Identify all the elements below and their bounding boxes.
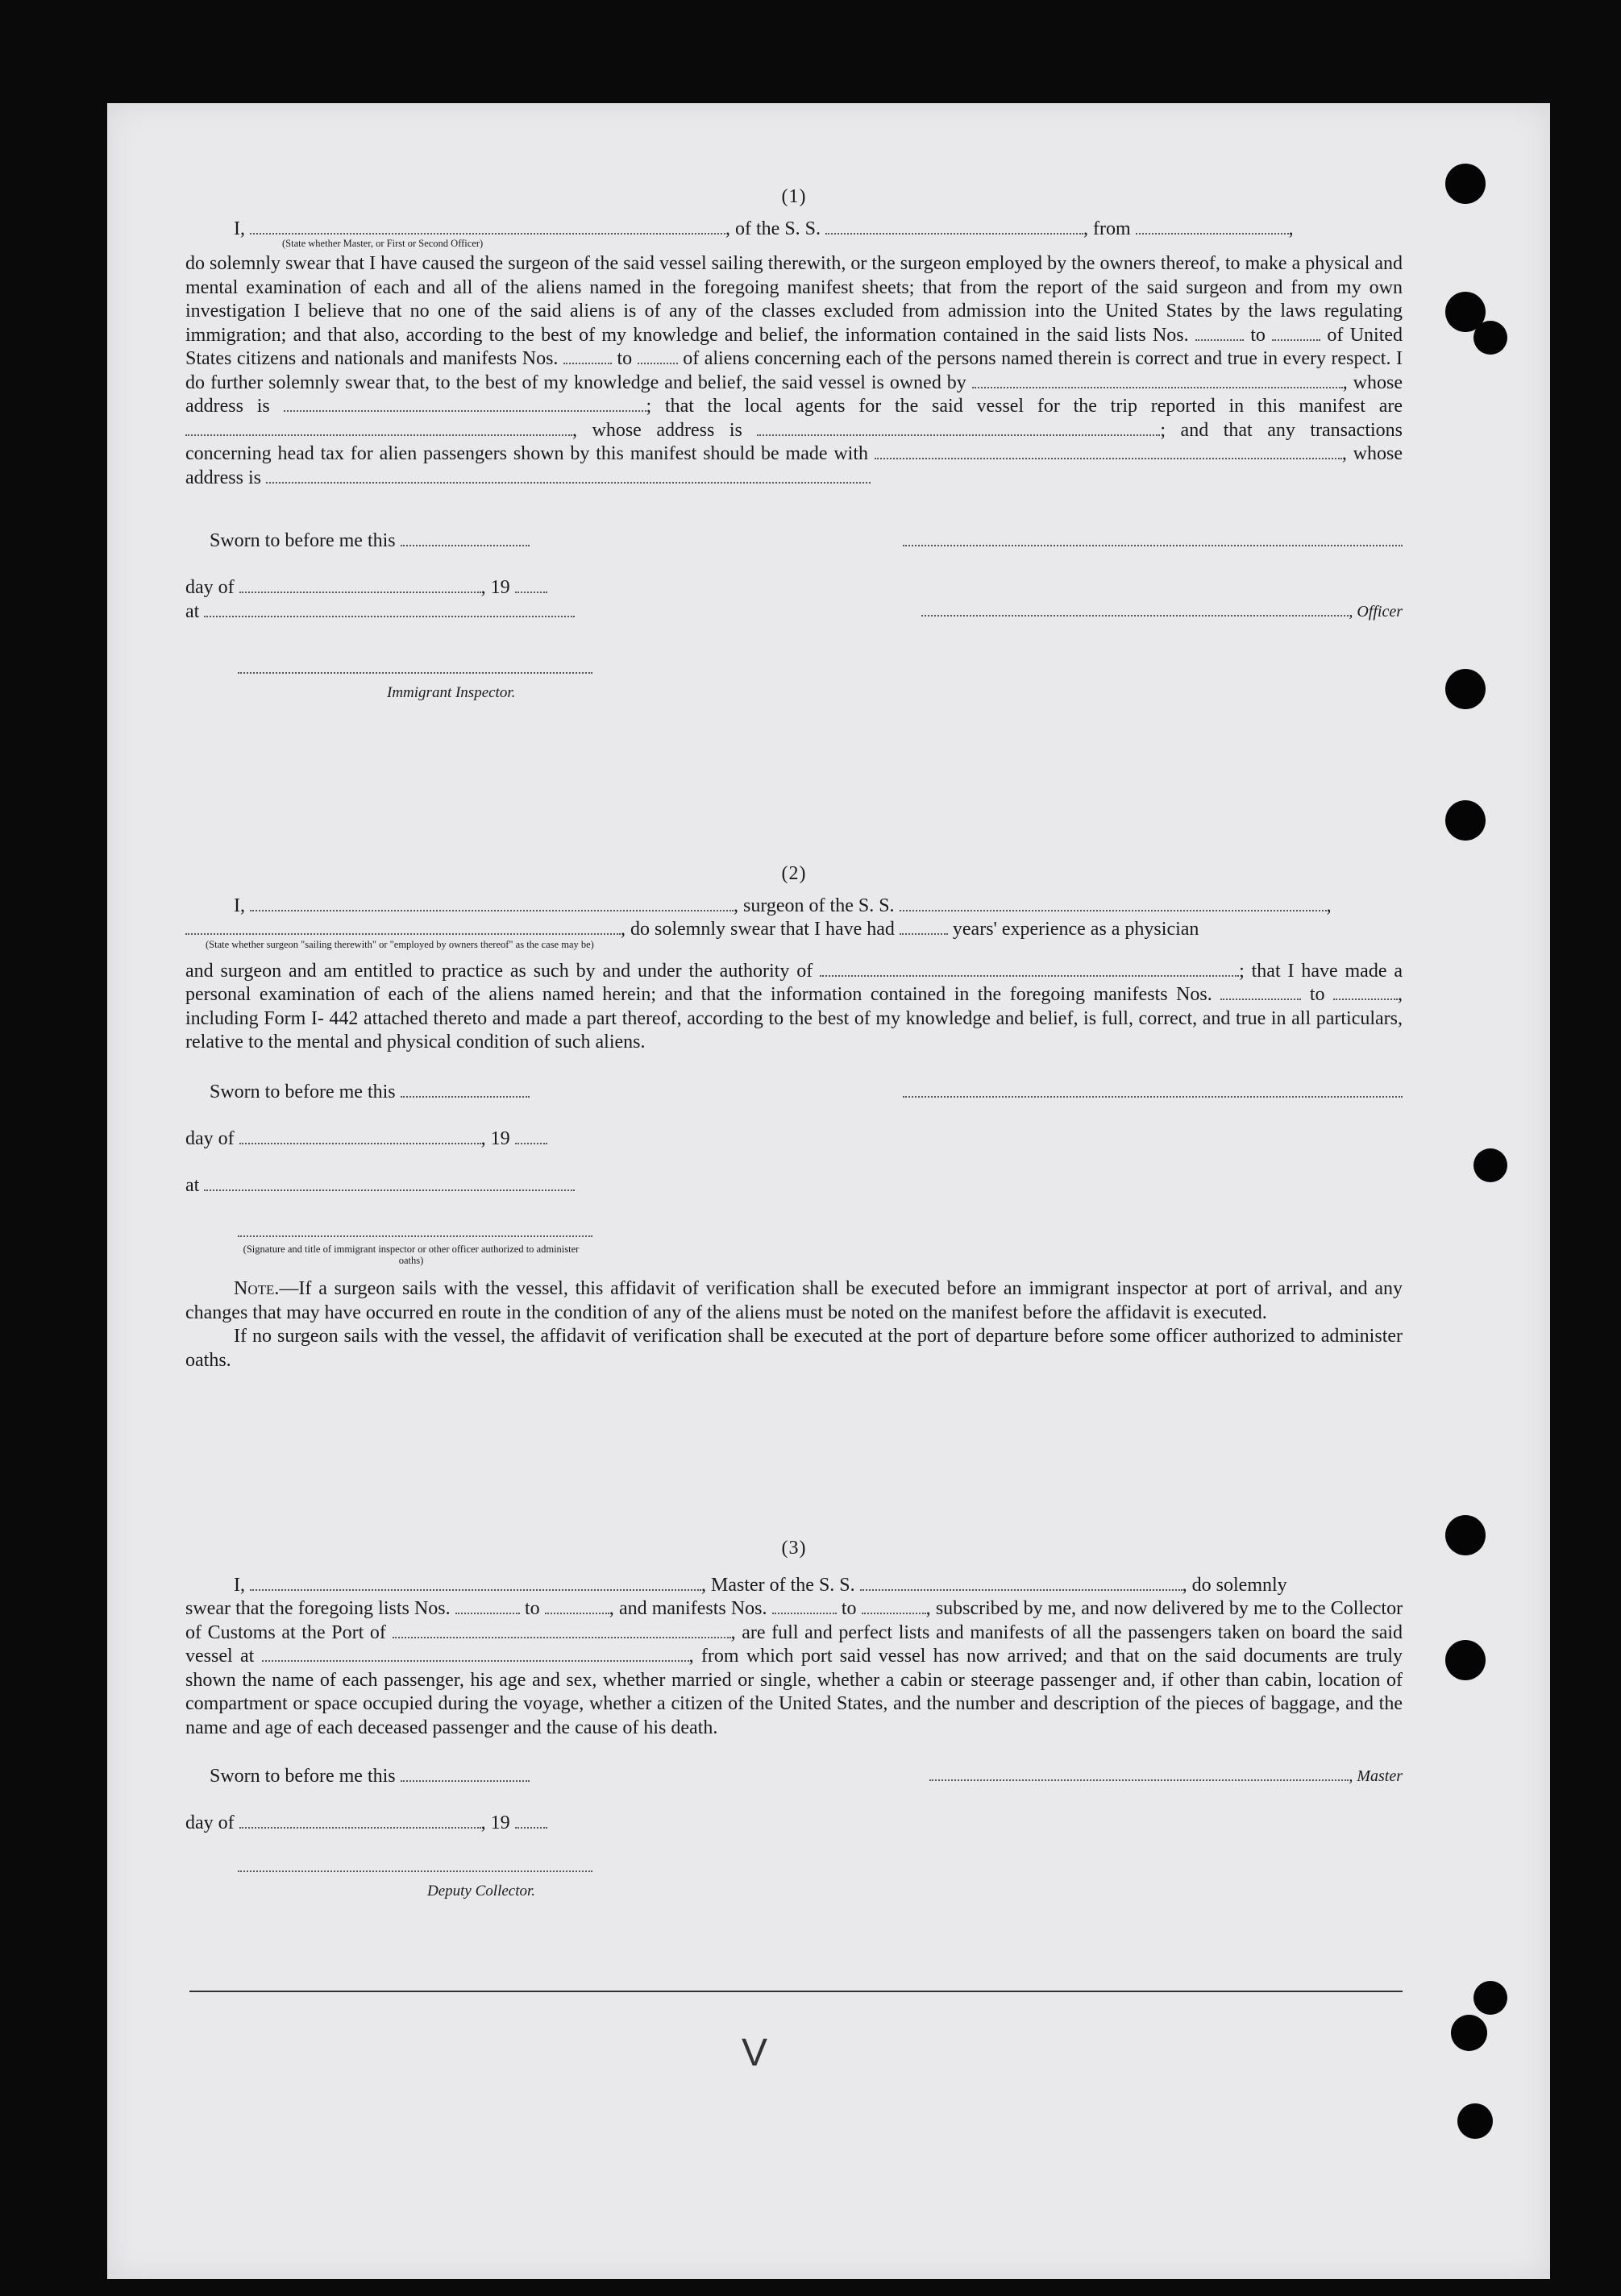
manifests-from-field[interactable] [772,1598,837,1614]
punch-hole [1473,1981,1507,2015]
location-field[interactable] [204,1175,575,1191]
master-oath-line: I, , Master of the S. S. , do solemnly [234,1574,1287,1596]
authority-field[interactable] [820,961,1239,977]
port-from-field[interactable] [1136,218,1289,235]
punch-hole [1451,2015,1487,2051]
surgeon-oath-line: I, , surgeon of the S. S. , [234,895,1332,916]
owner-field[interactable] [972,372,1343,388]
port-field[interactable] [393,1622,731,1638]
surgeon-experience-line: , do solemnly swear that I have had years' experience as a physician [185,918,1403,942]
years-field[interactable] [900,919,948,935]
inspector-signature-block [185,653,588,704]
year-field[interactable] [515,1812,547,1829]
master-signature-line[interactable] [929,1760,1349,1781]
punch-hole [1445,669,1486,709]
sworn-date-field[interactable] [401,1082,530,1098]
section-number: (2) [781,863,807,884]
agents-field[interactable] [185,420,572,436]
punch-hole [1445,1640,1486,1680]
sworn-date-field[interactable] [401,1766,530,1782]
month-field[interactable] [239,577,481,593]
year-field[interactable] [515,1128,547,1144]
note-paragraph-2: If no surgeon sails with the vessel, the affidavit of verification shall be executed at the port of departure before some officer authorized to administer oaths. [185,1326,1403,1371]
punch-hole [1457,2103,1493,2139]
surgeon-oath-body: and surgeon and am entitled to practice as such by and under the authority of ; that I have made a personal examination of each of the aliens named herein; and that the information contained in the foregoing manifests Nos. to , including Form I- 442 attached thereto and made a part thereof, according to the best of my knowledge and belief, is full, correct, and true in all particulars, relative to the mental and physical condition of such aliens. [185,960,1403,1053]
officer-rank-field[interactable] [250,218,725,235]
section-number: (1) [781,186,807,207]
manifests-to-field[interactable] [638,348,678,364]
collector-signature-block [185,1851,605,1903]
inspector-signature-line[interactable] [238,653,592,674]
sworn-row: Sworn to before me this [185,506,1403,553]
field-hint: (State whether surgeon "sailing therewith" or "employed by owners thereof" as the case may be) [206,938,594,950]
owner-address-field[interactable] [284,396,646,412]
head-tax-agent-field[interactable] [875,443,1342,459]
bottom-rule [189,1991,1403,1992]
at-row: at [185,1152,1403,1198]
oath-line: I, , of the S. S. , from , [234,218,1294,239]
vessel-name-field[interactable] [900,895,1327,911]
affidavit-section-3 [185,1537,1403,1903]
month-field[interactable] [239,1812,481,1829]
authorized-officer-caption: (Signature and title of immigrant inspector or other officer authorized to administer oaths) [243,1243,580,1266]
authorized-officer-signature-block [185,1216,605,1267]
day-of-row: day of , 19 [185,553,1403,600]
lists-to-field[interactable] [545,1598,609,1614]
punch-hole [1445,1515,1486,1555]
day-of-row: day of , 19 [185,1105,1403,1152]
affidavit-section-2 [185,862,1403,1372]
vessel-name-field[interactable] [860,1575,1182,1591]
inspector-caption: Immigrant Inspector. [387,683,516,701]
oath-body: do solemnly swear that I have caused the surgeon of the said vessel sailing therewith, or the surgeon employed by the owners thereof, to make a physical and mental examination of each and all of the aliens named in the foregoing manifest sheets; that from the report of the said surgeon and from my own investigation I believe that no one of the said aliens is of any of the classes excluded from admission into the United States by the laws regulating immigration; and that also, according to the best of my knowledge and belief, the information contained in the said lists Nos. to of United States citizens and nationals and manifests Nos. to of aliens concerning each of the persons named therein is correct and true in every respect. I do further solemnly swear that, to the best of my knowledge and belief, the said vessel is owned by , whose address is ; that the local agents for the said vessel for the trip reported in this manifest are , whose address is ; and that any transactions concerning head tax for alien passengers shown by this manifest should be made with , whose address is [185,253,1403,488]
manifests-to-field[interactable] [1333,984,1398,1000]
field-hint: (State whether Master, or First or Second Officer) [282,238,484,249]
master-name-field[interactable] [250,1575,701,1591]
head-tax-address-field[interactable] [266,467,871,484]
manifests-from-field[interactable] [1220,984,1301,1000]
agents-address-field[interactable] [757,420,1160,436]
punch-hole [1473,321,1507,355]
surgeon-name-field[interactable] [250,895,734,911]
punch-hole [1473,1148,1507,1182]
lists-from-field[interactable] [455,1598,520,1614]
section-number: (3) [781,1538,807,1559]
affidavit-section-1 [185,185,1403,704]
year-field[interactable] [515,577,547,593]
authorized-officer-signature-line[interactable] [238,1216,592,1237]
sworn-date-field[interactable] [401,530,530,546]
manifests-to-field[interactable] [862,1598,926,1614]
lists-from-field[interactable] [1195,325,1244,341]
punch-hole [1445,164,1486,204]
officer-title-line[interactable] [921,596,1349,617]
manifests-from-field[interactable] [563,348,612,364]
master-oath-body: swear that the foregoing lists Nos. to , and manifests Nos. to , subscribed by me, and now delivered by me to the Collector of Customs at the Port of , are full and perfect lists and manifests of all the passengers taken on board the said vessel at , from which port said vessel has now arrived; and that on the said documents are truly shown the name of each passenger, his age and sex, whether married or single, whether a cabin or steerage passenger and, if other than cabin, location of compartment or space occupied during the voyage, whether a citizen of the United States, and the number and description of the pieces of baggage, and the name and age of each deceased passenger and the cause of his death. [185,1598,1403,1738]
surgeon-type-field[interactable] [185,919,621,935]
note-paragraph: Note.—If a surgeon sails with the vessel, this affidavit of verification shall be executed before an immigrant inspector at port of arrival, and any changes that may have occurred en route in the condition of any of the aliens must be noted on the manifest before the affidavit is executed. [185,1278,1403,1323]
day-of-row: day of , 19 [185,1788,1403,1835]
lists-to-field[interactable] [1272,325,1320,341]
at-row: at , Officer [185,592,1403,624]
punch-hole [1445,800,1486,841]
sworn-row: Sworn to before me this [185,1058,1403,1105]
vessel-name-field[interactable] [825,218,1083,235]
collector-caption: Deputy Collector. [427,1882,536,1899]
month-field[interactable] [239,1128,481,1144]
embark-port-field[interactable] [262,1646,689,1662]
collector-signature-line[interactable] [238,1851,592,1872]
sworn-row: Sworn to before me this , Master [185,1742,1403,1788]
officer-signature-line[interactable] [903,525,1403,546]
location-field[interactable] [204,601,575,617]
check-mark: V [742,2032,768,2074]
surgeon-signature-line[interactable] [903,1077,1403,1098]
